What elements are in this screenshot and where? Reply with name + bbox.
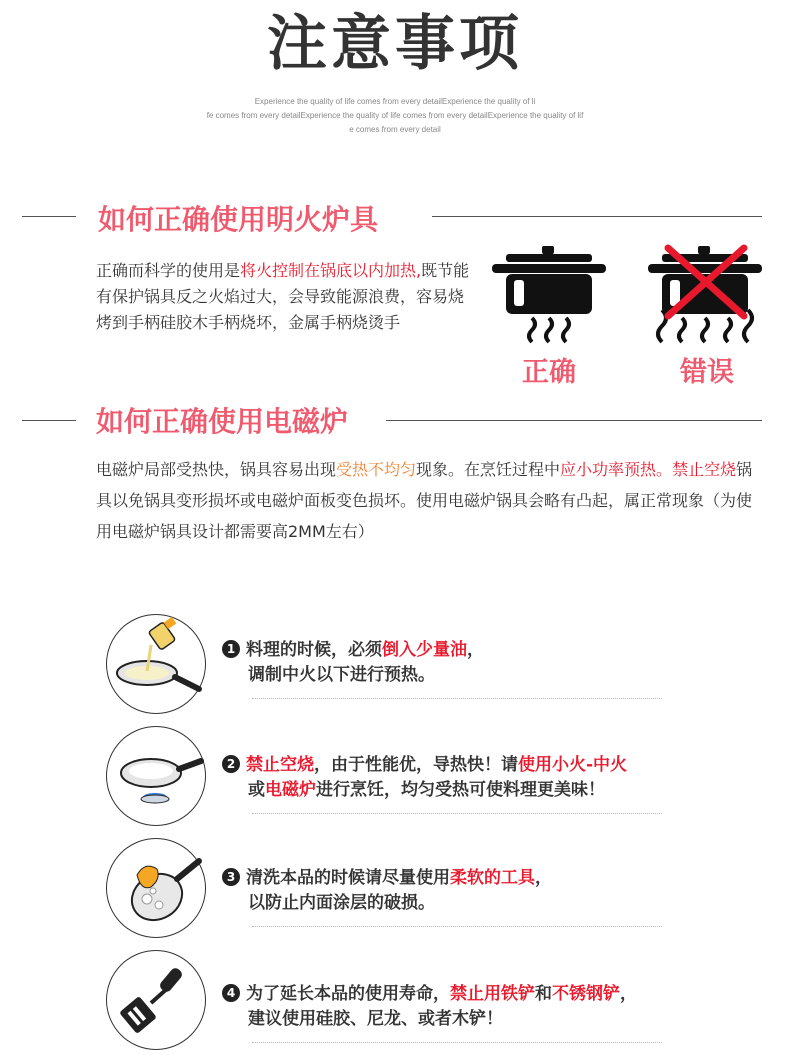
tip-1-punct: ， [467, 640, 484, 660]
tip-4-text-2: 和 [535, 984, 552, 1004]
dotted-divider [252, 813, 662, 814]
tip-2-highlight: 禁止空烧 [246, 755, 314, 775]
section-heading-induction: 如何正确使用电磁炉 [96, 405, 349, 438]
tip-3-line2: 以防止内面涂层的破损。 [248, 893, 435, 913]
dotted-divider [252, 1042, 662, 1043]
tip-number: 4 [222, 984, 240, 1002]
divider-left-2 [22, 420, 76, 421]
pan-on-burner-illustration [106, 726, 206, 826]
section-heading-fire: 如何正确使用明火炉具 [98, 203, 379, 236]
induction-text-3: 锅具以免锅具变形损坏或电磁炉面板变色损坏。使用电磁炉锅具会略有凸起，属正常现象（为使用电磁炉锅具设计都需要高2MM左右） [96, 460, 753, 541]
tip-4-highlight-2: 不锈钢铲 [552, 984, 620, 1004]
fire-highlight: 将火控制在锅底以内加热, [240, 261, 422, 280]
tip-4-line2: 建议使用硅胶、尼龙、或者木铲！ [248, 1009, 503, 1029]
tip-1-line2: 调制中火以下进行预热。 [248, 665, 435, 685]
divider-left [22, 216, 76, 217]
tip-3-punct: ， [535, 868, 552, 888]
tip-number: 3 [222, 868, 240, 886]
induction-highlight-orange: 受热不均匀 [336, 460, 417, 479]
label-wrong: 错误 [680, 357, 734, 388]
subtitle-line: Experience the quality of life comes from every detailExperience the quality of li [254, 97, 536, 106]
subtitle [190, 95, 600, 137]
induction-text: 电磁炉局部受热快，锅具容易出现 [96, 460, 337, 479]
tip-3 [222, 866, 552, 916]
tip-1-highlight: 倒入少量油 [382, 640, 467, 660]
tip-3-text: 清洗本品的时候请尽量使用 [246, 868, 450, 888]
tip-4-text: 为了延长本品的使用寿命， [246, 984, 450, 1004]
fire-text: 正确而科学的使用是 [96, 261, 241, 280]
sponge-icon [107, 839, 205, 937]
divider-right-2 [386, 420, 762, 421]
tip-2-highlight-2: 使用小火-中火 [518, 755, 628, 775]
subtitle-line: fe comes from every detailExperience the quality of life comes from every detailExperience the quality of lif [206, 111, 584, 120]
spatula-illustration [106, 950, 206, 1050]
tip-4-punct: ， [620, 984, 637, 1004]
pot-wrong-icon [648, 244, 762, 344]
burner-icon [107, 727, 205, 825]
induction-highlight-red: 应小功率预热。 [560, 460, 673, 479]
tip-4-highlight: 禁止用铁铲 [450, 984, 535, 1004]
tip-1 [222, 638, 484, 688]
oil-pan-illustration [106, 614, 206, 714]
tip-4 [222, 982, 637, 1032]
induction-paragraph [96, 454, 756, 547]
label-correct: 正确 [522, 357, 576, 388]
fire-paragraph [96, 258, 474, 336]
tip-1-text: 料理的时候，必须 [246, 640, 382, 660]
subtitle-line: e comes from every detail [349, 125, 441, 134]
tip-2-text: ，由于性能优，导热快！请 [314, 755, 518, 775]
oil-bottle-icon [107, 615, 205, 713]
induction-text-2: 现象。在烹饪过程中 [416, 460, 561, 479]
pot-correct-icon [492, 244, 606, 344]
dotted-divider [252, 698, 662, 699]
tip-3-highlight: 柔软的工具 [450, 868, 535, 888]
induction-highlight-red-2: 禁止空烧 [672, 460, 737, 479]
tip-2-line2-text: 进行烹饪，均匀受热可使料理更美味！ [316, 780, 605, 800]
spatula-icon [107, 951, 205, 1049]
divider-right [432, 216, 762, 217]
page-title: 注意事项 [267, 9, 523, 79]
tip-number: 2 [222, 755, 240, 773]
dotted-divider [252, 926, 662, 927]
tip-number: 1 [222, 640, 240, 658]
tip-2-line2: 或 [248, 780, 265, 800]
fire-text-2: 既节能有保护锅具反之火焰过大，会导致能源浪费，容易烧烤到手柄硅胶木手柄烧坏，金属手柄烧烫手 [96, 261, 470, 332]
tip-2-line2-highlight: 电磁炉 [265, 780, 316, 800]
sponge-wash-illustration [106, 838, 206, 938]
tip-2 [222, 753, 627, 803]
